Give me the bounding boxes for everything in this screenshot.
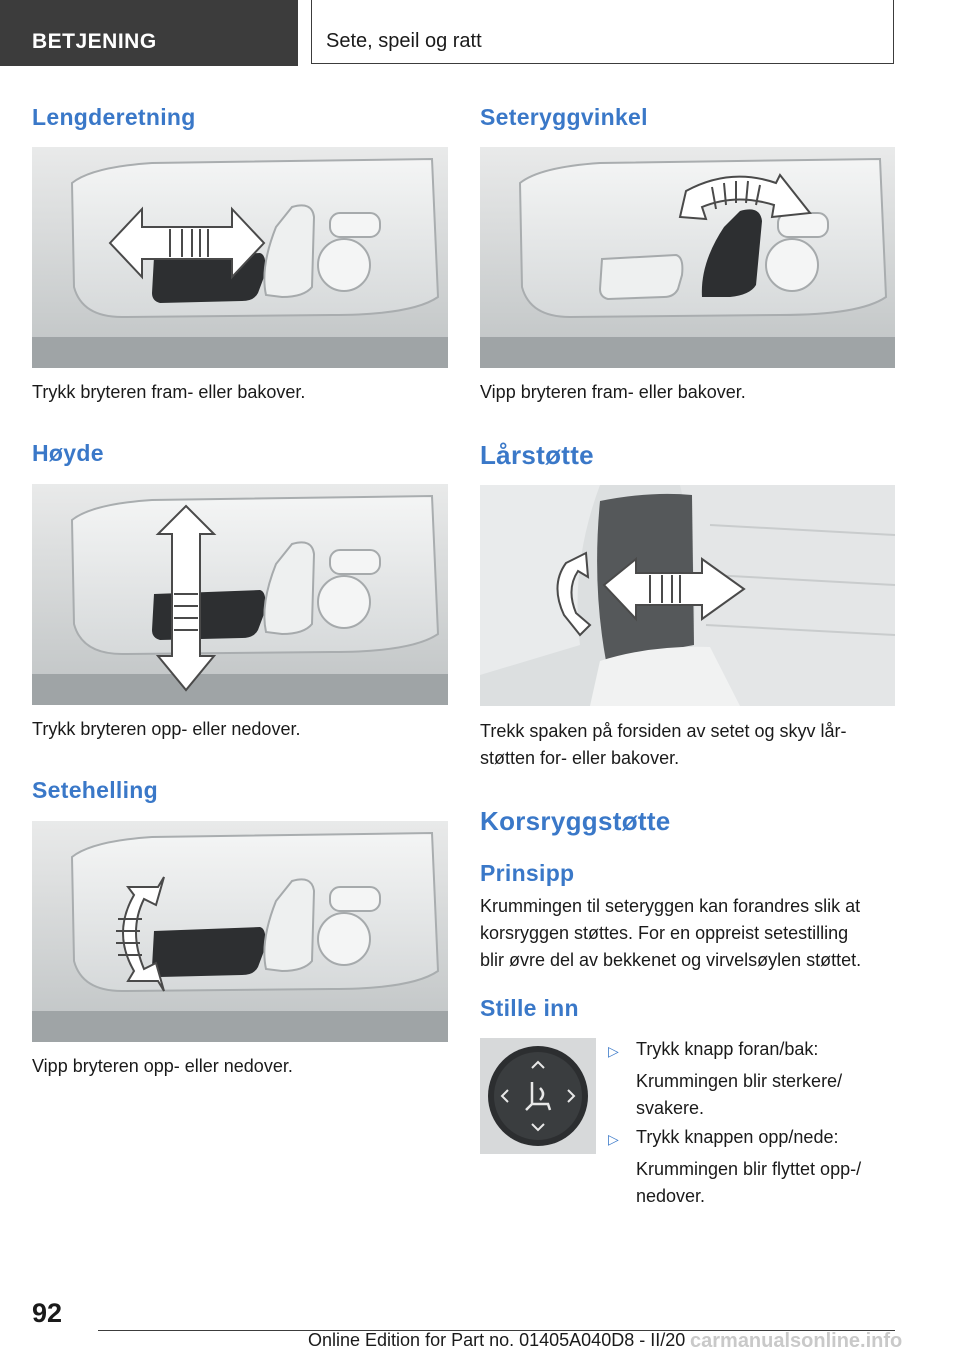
- section-label: BETJENING: [32, 30, 157, 53]
- footer-edition: Online Edition for Part no. 01405A040D8 - II/20: [308, 1330, 686, 1350]
- subheading-prinsipp: Prinsipp: [480, 860, 575, 886]
- bullet-title: Trykk knappen opp/nede:: [636, 1127, 839, 1147]
- thigh-support-illustration: [480, 485, 895, 706]
- text-setehelling: Vipp bryteren opp- eller nedover.: [32, 1056, 293, 1076]
- text-prinsipp-line1: Krummingen til seteryggen kan forandres slik at: [480, 896, 861, 916]
- chapter-label: Sete, speil og ratt: [326, 30, 482, 52]
- bullet-text-line1: Krummingen blir sterkere/: [636, 1071, 843, 1091]
- text-larstotte-line1: Trekk spaken på forsiden av setet og skyv lår-: [480, 721, 847, 741]
- heading-hoyde: Høyde: [32, 440, 104, 466]
- bullet-title: Trykk knapp foran/bak:: [636, 1039, 819, 1059]
- text-larstotte: [480, 718, 847, 772]
- list-item: [608, 1036, 842, 1122]
- bullet-text-line2: svakere.: [636, 1098, 705, 1118]
- page-number: 92: [32, 1298, 63, 1328]
- subheading-stille-inn: Stille inn: [480, 995, 579, 1021]
- list-item: [608, 1124, 861, 1210]
- heading-lengderetning: Lengderetning: [32, 104, 196, 130]
- heading-seteryggvinkel: Seteryggvinkel: [480, 104, 648, 130]
- text-seteryggvinkel: Vipp bryteren fram- eller bakover.: [480, 382, 746, 402]
- lumbar-knob-illustration: [480, 1038, 596, 1154]
- seat-control-illustration: [480, 147, 895, 368]
- figure-seat-fore-aft: [32, 147, 448, 368]
- triangle-bullet-icon: ▷: [608, 1043, 619, 1059]
- section-tab: [0, 0, 298, 66]
- text-prinsipp-line2: korsryggen støttes. For en oppreist setestilling: [480, 923, 849, 943]
- heading-setehelling: Setehelling: [32, 777, 158, 803]
- seat-control-illustration: [32, 147, 448, 368]
- text-prinsipp: [480, 893, 861, 974]
- triangle-bullet-icon: ▷: [608, 1131, 619, 1147]
- bullet-text-line2: nedover.: [636, 1186, 706, 1206]
- text-hoyde: Trykk bryteren opp- eller nedover.: [32, 719, 301, 739]
- heading-korsryggstotte: Korsryggstøtte: [480, 806, 671, 836]
- page-header: [0, 0, 960, 66]
- text-larstotte-line2: støtten for- eller bakover.: [480, 748, 680, 768]
- heading-larstotte: Lårstøtte: [480, 440, 594, 470]
- text-prinsipp-line3: blir øvre del av bekkenet og virvelsøylen støttet.: [480, 950, 862, 970]
- figure-backrest-angle: [480, 147, 895, 368]
- figure-seat-tilt: [32, 821, 448, 1042]
- figure-lumbar-control: [480, 1038, 596, 1154]
- seat-control-illustration: [32, 821, 448, 1042]
- watermark: carmanualsonline.info: [690, 1330, 903, 1352]
- chapter-tab: [311, 0, 894, 64]
- text-lengderetning: Trykk bryteren fram- eller bakover.: [32, 382, 306, 402]
- bullet-text-line1: Krummingen blir flyttet opp-/: [636, 1159, 862, 1179]
- figure-thigh-support: [480, 485, 895, 706]
- seat-control-illustration: [32, 484, 448, 705]
- figure-seat-height: [32, 484, 448, 705]
